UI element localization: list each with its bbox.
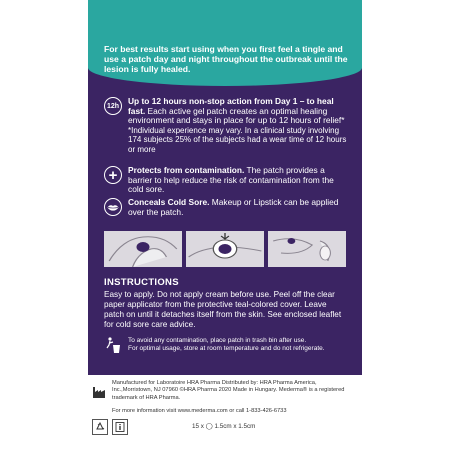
feature-body: The patch provides a barrier to help reduce the risk of contamination from the cold sore.	[128, 165, 334, 195]
clock-12h-icon: 12h	[104, 97, 122, 115]
recycle-icon	[92, 419, 108, 435]
illustration-lips	[268, 231, 346, 267]
pack-size-text: 15 x ◯ 1.5cm x 1.5cm	[192, 423, 256, 430]
leaflet-svg	[114, 421, 126, 433]
recycle-svg	[94, 421, 106, 433]
lips-icon	[104, 198, 122, 216]
best-results-body: start using when you first feel a tingle and use a patch day and night throughout the outbreak until the lesion is fully healed.	[104, 44, 348, 75]
feature-body: Each active gel patch creates an optimal healing environment and stays in place for up to 12 hours of relief*	[128, 105, 345, 126]
hand-peel-icon	[104, 231, 182, 267]
feature-body: Makeup or Lipstick can be applied over the patch.	[128, 197, 339, 217]
feature-heading: Up to 12 hours non-stop action from Day 1 – to heal fast.	[128, 96, 334, 116]
consult-leaflet-icon	[112, 419, 128, 435]
symbol-row	[92, 419, 128, 435]
illustration-apply	[186, 231, 264, 267]
trash-bin-icon	[104, 336, 122, 354]
instructions-title: INSTRUCTIONS	[104, 277, 179, 288]
illustration-peel	[104, 231, 182, 267]
cross-icon	[104, 166, 122, 184]
factory-icon	[92, 385, 106, 399]
feature-footnote: *Individual experience may vary. In a clinical study involving 174 subjects 25% of the subjects had a wear time of 12 hours or more	[128, 125, 347, 154]
package-back	[88, 0, 362, 450]
cross-glyph: +	[108, 166, 118, 184]
best-results-lead: For best results	[104, 44, 169, 54]
manufacturer-text: Manufactured for Laboratoire HRA Pharma Distributed by: HRA Pharma America, Inc.,Morristown, NJ 07960 ©HRA Pharma 2020 Made in Hungary. Mederma® is a registered trademark of HRA Pharma.	[112, 380, 345, 401]
feature-12-hours-text	[128, 97, 350, 154]
lips-patch-icon	[268, 231, 346, 267]
disposal-text	[128, 337, 350, 353]
application-illustrations	[104, 231, 346, 267]
feature-protects-text	[128, 166, 350, 195]
disposal-line-1: To avoid any contamination, place patch in trash bin after use.	[128, 337, 307, 344]
instructions-text: Easy to apply. Do not apply cream before use. Peel off the clear paper applicator from the protective teal-colored cover. Leave patch on until it detaches itself from the skin. See enclosed leaflet for cold sore care advice.	[104, 290, 342, 329]
disposal-line-2: For optimal usage, store at room temperature and do not refrigerate.	[128, 345, 325, 353]
patch-applicator-icon	[186, 231, 264, 267]
best-results-text	[104, 44, 348, 75]
lips-svg	[107, 204, 119, 211]
feature-conceals-text	[128, 198, 350, 217]
more-info-text: For more information visit www.mederma.com or call 1-833-426-6733	[112, 408, 287, 414]
feature-heading: Conceals Cold Sore.	[128, 197, 210, 207]
feature-heading: Protects from contamination.	[128, 165, 245, 175]
regulatory-panel	[88, 375, 362, 450]
